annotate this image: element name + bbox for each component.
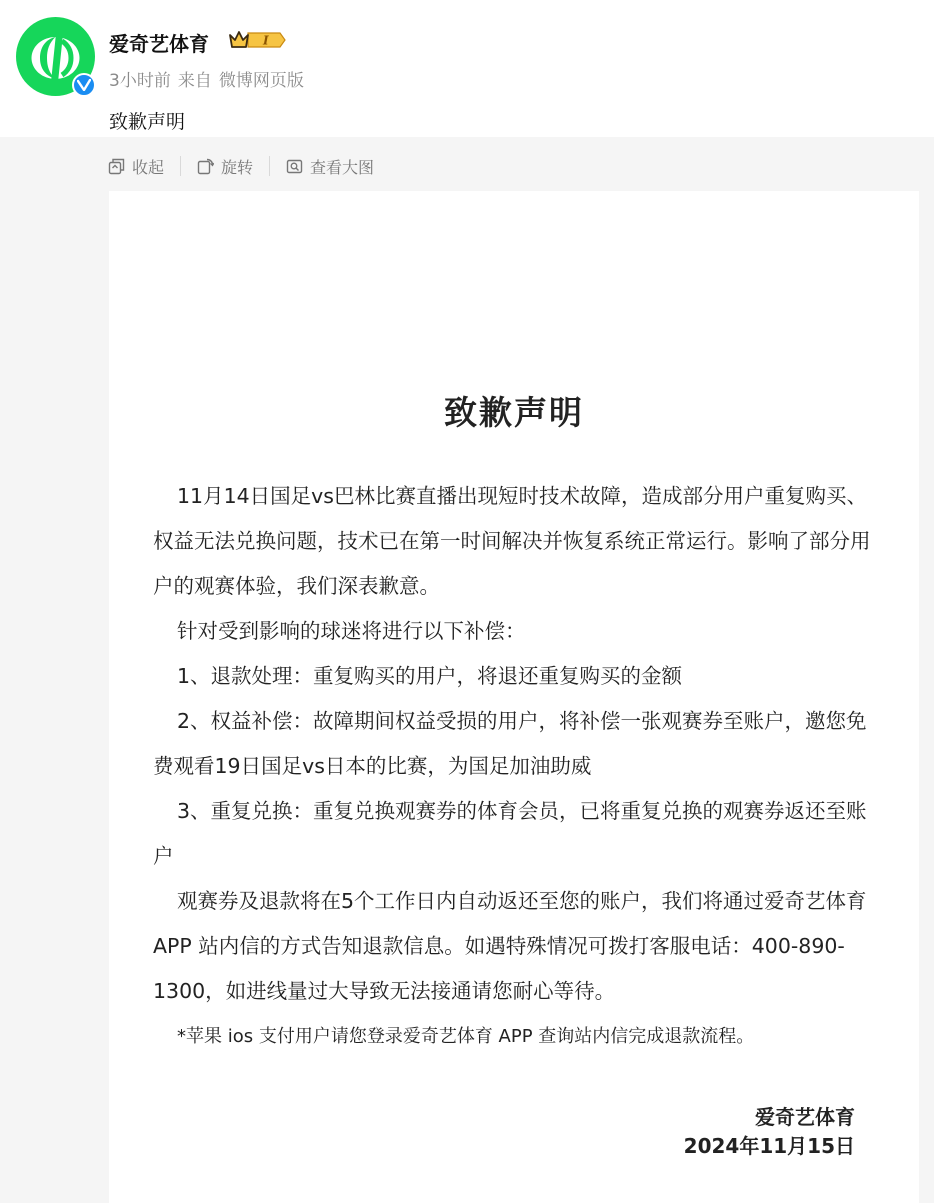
- view-large-label: 查看大图: [310, 157, 375, 177]
- post-meta: [109, 66, 311, 91]
- toolbar-divider: [180, 156, 181, 176]
- collapse-icon: [108, 158, 125, 175]
- document-signature-block: [684, 1103, 855, 1161]
- document-paragraph: 3、重复兑换：重复兑换观赛券的体育会员，已将重复兑换的观赛券返还至账户: [153, 799, 867, 868]
- statement-image[interactable]: [109, 191, 919, 1203]
- post-source[interactable]: 微博网页版: [218, 71, 304, 91]
- media-toolbar: [108, 154, 374, 178]
- document-paragraph: 针对受到影响的球迷将进行以下补偿：: [177, 619, 526, 643]
- post-time[interactable]: 3小时前: [109, 71, 171, 91]
- vip-crown-icon[interactable]: [228, 29, 286, 51]
- toolbar-divider: [269, 156, 270, 176]
- media-panel: [0, 137, 934, 1203]
- rotate-button[interactable]: [197, 155, 253, 178]
- document-title: 致歉声明: [444, 393, 584, 432]
- collapse-button[interactable]: [108, 155, 164, 178]
- source-prefix: 来自: [177, 71, 212, 91]
- verified-check-icon: [72, 73, 96, 97]
- author-name[interactable]: 爱奇艺体育: [109, 32, 209, 56]
- document-paragraph: 11月14日国足vs巴林比赛直播出现短时技术故障，造成部分用户重复购买、权益无法兑换问题，技术已在第一时间解决并恢复系统正常运行。影响了部分用户的观赛体验，我们深表歉意。: [153, 484, 871, 598]
- view-large-button[interactable]: [286, 155, 374, 178]
- collapse-label: 收起: [132, 157, 165, 177]
- document-signature: 爱奇艺体育: [755, 1105, 855, 1129]
- vip-level: I: [263, 33, 269, 48]
- document-paragraph: 1、退款处理：重复购买的用户，将退还重复购买的金额: [177, 664, 683, 688]
- document-body: [153, 474, 883, 1059]
- document-paragraph: 观赛券及退款将在5个工作日内自动返还至您的账户，我们将通过爱奇艺体育 APP 站内信的方式告知退款信息。如遇特殊情况可拨打客服电话：400-890-1300，如进线量过大导致无法接通请您耐心等待。: [153, 889, 867, 1003]
- post-text: 致歉声明: [109, 111, 186, 133]
- view-large-icon: [286, 158, 303, 175]
- document-note: *苹果 ios 支付用户请您登录爱奇艺体育 APP 查询站内信完成退款流程。: [177, 1026, 755, 1047]
- rotate-icon: [197, 158, 214, 175]
- document-date: 2024年11月15日: [683, 1134, 855, 1158]
- document-paragraph: 2、权益补偿：故障期间权益受损的用户，将补偿一张观赛券至账户，邀您免费观看19日国足vs日本的比赛，为国足加油助威: [153, 709, 867, 778]
- rotate-label: 旋转: [221, 157, 254, 177]
